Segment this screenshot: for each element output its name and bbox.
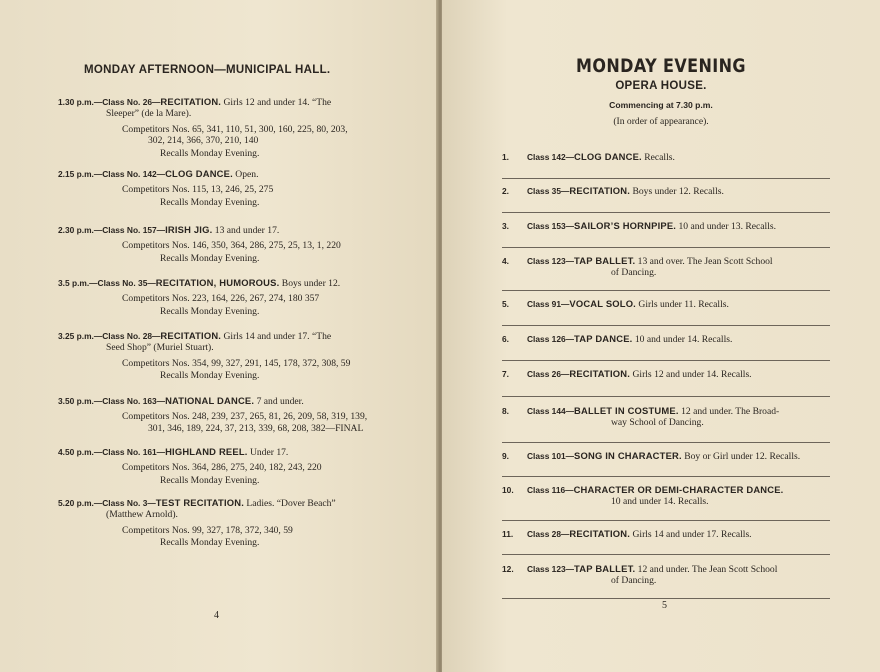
- entry-desc: Girls 12 and under 14. “The: [221, 97, 332, 108]
- entry-competitors: Competitors Nos. 99, 327, 178, 372, 340, 59: [122, 524, 293, 536]
- program-item: [502, 299, 832, 311]
- divider-rule: [502, 290, 830, 291]
- item-title: TAP DANCE.: [574, 333, 633, 344]
- entry-competitors: Competitors Nos. 146, 350, 364, 286, 275, 25, 13, 1, 220: [122, 240, 341, 252]
- schedule-entry: [58, 168, 388, 208]
- item-number: 6.: [502, 334, 509, 344]
- divider-rule: [502, 554, 830, 555]
- entry-desc: Boys under 12.: [279, 278, 341, 289]
- schedule-entry: [58, 497, 388, 549]
- entry-desc: Open.: [232, 169, 259, 180]
- entry-time: 3.50 p.m.—Class No. 163—: [58, 396, 166, 406]
- program-item: [502, 406, 832, 428]
- divider-rule: [502, 396, 830, 397]
- order-note: (In order of appearance).: [613, 116, 709, 127]
- schedule-entry: [58, 224, 388, 264]
- entry-time: 2.30 p.m.—Class No. 157—: [58, 225, 166, 235]
- item-class: Class 153—: [527, 221, 575, 231]
- commencing-time: Commencing at 7.30 p.m.: [609, 100, 713, 110]
- item-continuation: way School of Dancing.: [611, 416, 704, 428]
- item-title: SONG IN CHARACTER.: [574, 450, 682, 461]
- item-number: 2.: [502, 186, 509, 196]
- entry-desc: Ladies. “Dover Beach”: [244, 498, 336, 509]
- entry-competitors: 302, 214, 366, 370, 210, 140: [148, 135, 259, 147]
- entry-continuation: (Matthew Arnold).: [106, 509, 178, 521]
- entry-desc: Girls 14 and under 17. “The: [221, 331, 332, 342]
- item-number: 12.: [502, 564, 514, 574]
- item-desc: 10 and under 14. Recalls.: [632, 334, 733, 345]
- item-class: Class 126—: [527, 334, 575, 344]
- entry-recall: Recalls Monday Evening.: [160, 474, 260, 486]
- left-page: [0, 0, 438, 672]
- divider-rule: [502, 360, 830, 361]
- right-page-title: MONDAY EVENING: [576, 54, 746, 77]
- item-title: TAP BALLET.: [574, 563, 636, 574]
- entry-time: 4.50 p.m.—Class No. 161—: [58, 447, 166, 457]
- item-number: 10.: [502, 485, 514, 495]
- program-item: [502, 485, 832, 507]
- item-title: RECITATION.: [569, 368, 631, 379]
- entry-competitors: Competitors Nos. 115, 13, 246, 25, 275: [122, 184, 274, 196]
- divider-rule: [502, 520, 830, 521]
- entry-desc: Under 17.: [247, 447, 289, 458]
- program-item: [502, 564, 832, 586]
- entry-title: NATIONAL DANCE.: [165, 395, 255, 406]
- entry-title: RECITATION, HUMOROUS.: [155, 277, 280, 288]
- divider-rule: [502, 178, 830, 179]
- item-title: CLOG DANCE.: [574, 151, 642, 162]
- divider-rule: [502, 476, 830, 477]
- item-number: 5.: [502, 299, 509, 309]
- item-title: RECITATION.: [569, 185, 631, 196]
- page-number: 5: [662, 600, 667, 611]
- entry-continuation: Seed Shop” (Muriel Stuart).: [106, 342, 214, 354]
- item-desc: Girls 12 and under 14. Recalls.: [630, 369, 752, 380]
- item-number: 7.: [502, 369, 509, 379]
- right-page: [442, 0, 880, 672]
- item-class: Class 35—: [527, 186, 570, 196]
- item-number: 9.: [502, 451, 509, 461]
- entry-desc: 13 and under 17.: [212, 225, 280, 236]
- item-desc: 12 and under. The Broad-: [678, 406, 780, 417]
- divider-rule: [502, 325, 830, 326]
- divider-rule: [502, 598, 830, 599]
- schedule-entry: [58, 277, 388, 317]
- item-class: Class 91—: [527, 299, 570, 309]
- item-continuation: 10 and under 14. Recalls.: [611, 495, 709, 507]
- item-title: VOCAL SOLO.: [569, 298, 636, 309]
- program-item: [502, 334, 832, 346]
- item-class: Class 101—: [527, 451, 575, 461]
- venue-heading: OPERA HOUSE.: [615, 80, 707, 92]
- item-desc: 13 and over. The Jean Scott School: [635, 256, 773, 267]
- item-desc: 10 and under 13. Recalls.: [676, 221, 777, 232]
- entry-recall: Recalls Monday Evening.: [160, 147, 260, 159]
- entry-competitors: Competitors Nos. 248, 239, 237, 265, 81, 26, 209, 58, 319, 139,: [122, 411, 368, 423]
- item-class: Class 116—: [527, 485, 574, 495]
- divider-rule: [502, 442, 830, 443]
- schedule-entry: [58, 446, 388, 486]
- item-class: Class 123—: [527, 564, 575, 574]
- item-title: SAILOR’S HORNPIPE.: [574, 220, 677, 231]
- item-continuation: of Dancing.: [611, 574, 657, 586]
- item-continuation: of Dancing.: [611, 266, 657, 278]
- item-number: 1.: [502, 152, 509, 162]
- item-desc: Girls under 11. Recalls.: [636, 299, 729, 310]
- entry-recall: Recalls Monday Evening.: [160, 305, 260, 317]
- entry-competitors: 301, 346, 189, 224, 37, 213, 339, 68, 208, 382—FINAL: [148, 422, 364, 434]
- entry-recall: Recalls Monday Evening.: [160, 370, 260, 382]
- divider-rule: [502, 212, 830, 213]
- entry-competitors: Competitors Nos. 354, 99, 327, 291, 145, 178, 372, 308, 59: [122, 357, 351, 369]
- entry-time: 3.5 p.m.—Class No. 35—: [58, 278, 156, 288]
- item-title: CHARACTER OR DEMI-CHARACTER DANCE.: [573, 484, 784, 495]
- schedule-entry: [58, 395, 388, 434]
- entry-competitors: Competitors Nos. 223, 164, 226, 267, 274, 180 357: [122, 293, 320, 305]
- program-item: [502, 369, 832, 381]
- entry-recall: Recalls Monday Evening.: [160, 196, 260, 208]
- item-desc: Boy or Girl under 12. Recalls.: [681, 451, 801, 462]
- item-number: 11.: [502, 529, 514, 539]
- left-page-heading: MONDAY AFTERNOON—MUNICIPAL HALL.: [84, 64, 331, 76]
- entry-time: 5.20 p.m.—Class No. 3—: [58, 498, 156, 508]
- entry-title: HIGHLAND REEL.: [165, 446, 248, 457]
- entry-time: 3.25 p.m.—Class No. 28—: [58, 331, 161, 341]
- schedule-entry: [58, 330, 388, 382]
- schedule-entry: [58, 96, 388, 159]
- divider-rule: [502, 247, 830, 248]
- item-class: Class 28—: [527, 529, 570, 539]
- entry-recall: Recalls Monday Evening.: [160, 252, 260, 264]
- entry-time: 2.15 p.m.—Class No. 142—: [58, 169, 166, 179]
- item-class: Class 144—: [527, 406, 575, 416]
- entry-title: RECITATION.: [160, 330, 222, 341]
- item-number: 3.: [502, 221, 509, 231]
- program-item: [502, 152, 832, 164]
- program-item: [502, 451, 832, 463]
- entry-continuation: Sleeper” (de la Mare).: [106, 108, 192, 120]
- item-desc: Boys under 12. Recalls.: [630, 186, 724, 197]
- item-title: TAP BALLET.: [574, 255, 636, 266]
- page-number: 4: [214, 610, 219, 621]
- entry-title: CLOG DANCE.: [165, 168, 233, 179]
- item-class: Class 123—: [527, 256, 575, 266]
- entry-competitors: Competitors Nos. 364, 286, 275, 240, 182, 243, 220: [122, 462, 322, 474]
- item-title: RECITATION.: [569, 528, 631, 539]
- item-title: BALLET IN COSTUME.: [574, 405, 679, 416]
- entry-time: 1.30 p.m.—Class No. 26—: [58, 97, 161, 107]
- entry-title: IRISH JIG.: [165, 224, 213, 235]
- item-desc: Recalls.: [641, 152, 675, 163]
- program-item: [502, 256, 832, 278]
- item-number: 4.: [502, 256, 509, 266]
- item-number: 8.: [502, 406, 509, 416]
- item-desc: Girls 14 and under 17. Recalls.: [630, 529, 752, 540]
- item-desc: 12 and under. The Jean Scott School: [635, 564, 778, 575]
- program-item: [502, 221, 832, 233]
- program-item: [502, 186, 832, 198]
- item-class: Class 142—: [527, 152, 575, 162]
- entry-title: RECITATION.: [160, 96, 222, 107]
- entry-competitors: Competitors Nos. 65, 341, 110, 51, 300, 160, 225, 80, 203,: [122, 123, 348, 135]
- entry-desc: 7 and under.: [254, 396, 304, 407]
- item-class: Class 26—: [527, 369, 570, 379]
- program-item: [502, 529, 832, 541]
- entry-title: TEST RECITATION.: [155, 497, 245, 508]
- entry-recall: Recalls Monday Evening.: [160, 537, 260, 549]
